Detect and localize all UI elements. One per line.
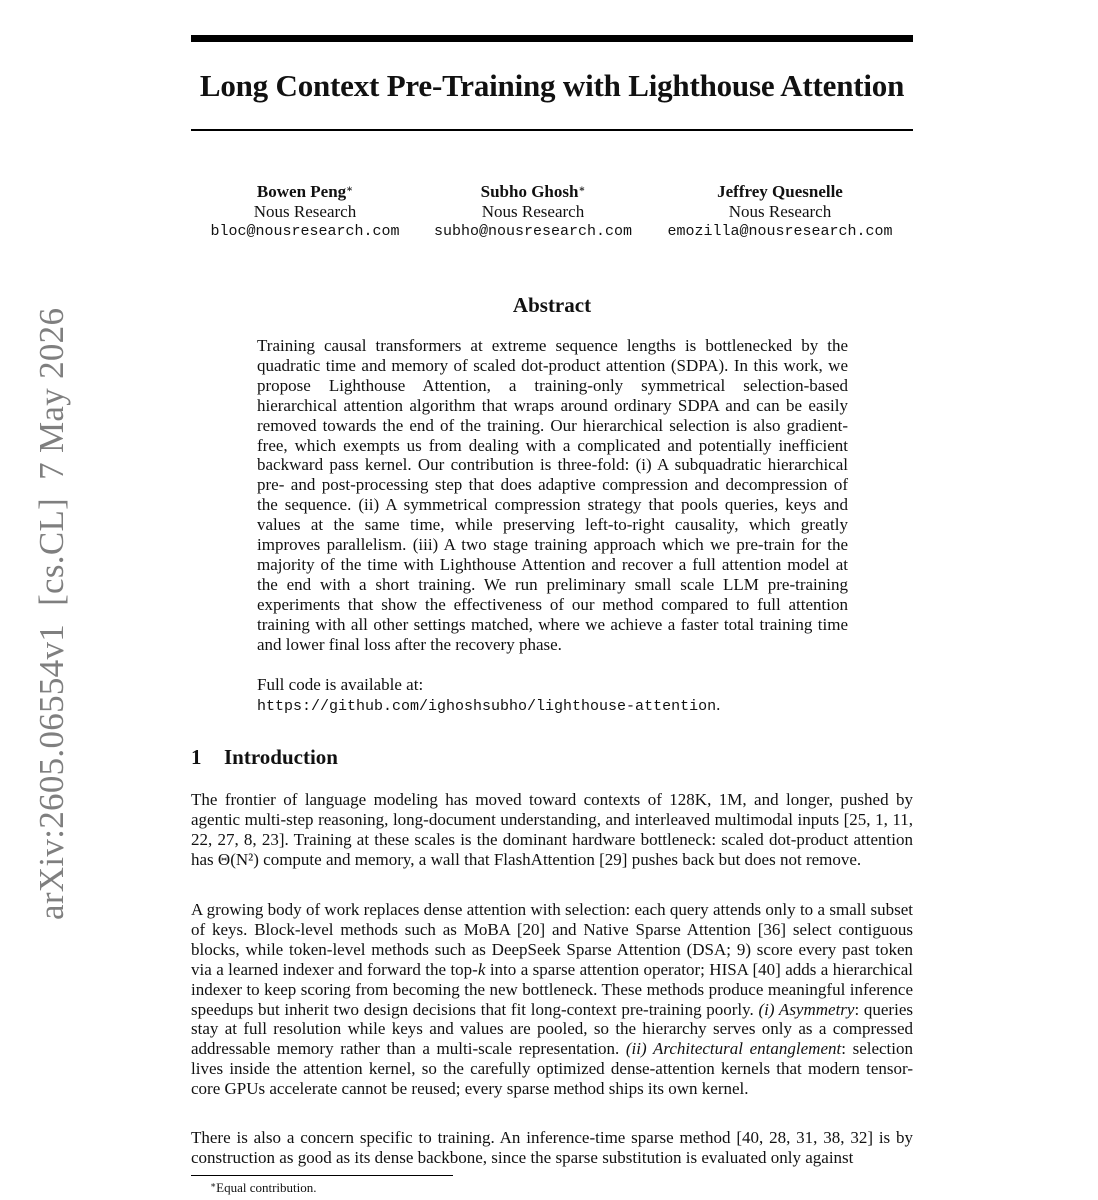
- arxiv-id[interactable]: arXiv:2605.06554v1: [32, 623, 71, 920]
- title-bottom-rule: [191, 129, 913, 131]
- arxiv-date: 7 May 2026: [32, 307, 71, 480]
- author-affiliation: Nous Research: [728, 202, 832, 221]
- author-block-1: [190, 182, 420, 242]
- author-email[interactable]: subho@nousresearch.com: [433, 223, 633, 240]
- code-link[interactable]: https://github.com/ighoshsubho/lighthouse-attention: [257, 697, 717, 715]
- abstract-heading: Abstract: [512, 293, 592, 317]
- emphasis-asymmetry: (i) Asymmetry: [758, 999, 855, 1019]
- code-availability: Full code is available at: https://github.com/ighoshsubho/lighthouse-attention.: [257, 675, 721, 715]
- author-name: Bowen Peng∗: [256, 182, 354, 201]
- footnote-rule: [191, 1175, 453, 1176]
- abstract-text: Training causal transformers at extreme sequence lengths is bottlenecked by the quadratic time and memory of scaled dot-product attention (SDPA). In this work, we propose Lighthouse Attention, a training-only symmetrical selection-based hierarchical attention algorithm that wraps around ordinary SDPA and can be easily removed towards the end of the training. Our hierarchical selection is also gradient-free, which exempts us from dealing with a complicated and potentially inefficient backward pass kernel. Our contribution is three-fold: (i) A subquadratic hierarchical pre- and post-processing step that does adaptive compression and decompression of the sequence. (ii) A symmetrical compression strategy that pools queries, keys and values at the same time, while preserving left-to-right causality, which greatly improves parallelism. (iii) A two stage training approach which we pre-train for the majority of the time with Lighthouse Attention and recover a full attention model at the end with a short training. We run preliminary small scale LLM pre-training experiments that show the effectiveness of our method compared to full attention training with all other settings matched, where we achieve a faster total training time and lower final loss after the recovery phase.: [257, 336, 848, 654]
- intro-paragraph-3: There is also a concern specific to training. An inference-time sparse method [40, 28, 31, 38, 32] is by construction as good as its dense backbone, since the sparse substitution is evaluated only against: [191, 1128, 913, 1167]
- author-affiliation: Nous Research: [481, 202, 585, 221]
- intro-paragraph-1: The frontier of language modeling has moved toward contexts of 128K, 1M, and longer, pushed by agentic multi-step reasoning, long-document understanding, and interleaved multimodal inputs [25, 1, 11, 22, 27, 8, 23]. Training at these scales is the dominant hardware bottleneck: scaled dot-product attention has Θ(N²) compute and memory, a wall that FlashAttention [29] pushes back but does not remove.: [191, 790, 913, 869]
- author-email[interactable]: emozilla@nousresearch.com: [667, 223, 893, 240]
- author-name: Subho Ghosh∗: [480, 182, 586, 201]
- paper-title: Long Context Pre-Training with Lighthouse Attention: [199, 68, 905, 103]
- intro-paragraph-2: A growing body of work replaces dense attention with selection: each query attends only to a small subset of keys. Block-level methods such as MoBA [20] and Native Sparse Attention [36] select contiguous blocks, while token-level methods such as DeepSeek Sparse Attention (DSA; 9) score every past token via a learned indexer and forward the top-k into a sparse attention operator; HISA [40] adds a hierarchical indexer to keep scoring from becoming the new bottleneck. These methods produce meaningful inference speedups but inherit two design decisions that fit long-context pre-training poorly. (i) Asymmetry: queries stay at full resolution while keys and values are pooled, so the hierarchy serves only as a compressed addressable memory rather than a multi-scale representation. (ii) Architectural entanglement: selection lives inside the attention kernel, so the carefully optimized dense-attention kernels that modern tensor-core GPUs accelerate cannot be reused; every sparse method ships its own kernel.: [191, 900, 913, 1099]
- author-email[interactable]: bloc@nousresearch.com: [210, 223, 400, 240]
- arxiv-stamp: [32, 308, 72, 920]
- section-heading-introduction: 1 Introduction: [191, 745, 338, 769]
- author-block-3: [655, 182, 905, 242]
- emphasis-entanglement: (ii) Architectural entanglement: [625, 1039, 842, 1059]
- arxiv-category: [cs.CL]: [32, 497, 71, 606]
- math-theta-n-squared: Θ(N²): [217, 849, 259, 869]
- code-label: Full code is available at:: [257, 675, 424, 694]
- footnote: ∗Equal contribution.: [210, 1180, 317, 1195]
- author-name: Jeffrey Quesnelle: [717, 182, 843, 201]
- title-top-rule: [191, 35, 913, 42]
- author-affiliation: Nous Research: [253, 202, 357, 221]
- author-block-2: [418, 182, 648, 242]
